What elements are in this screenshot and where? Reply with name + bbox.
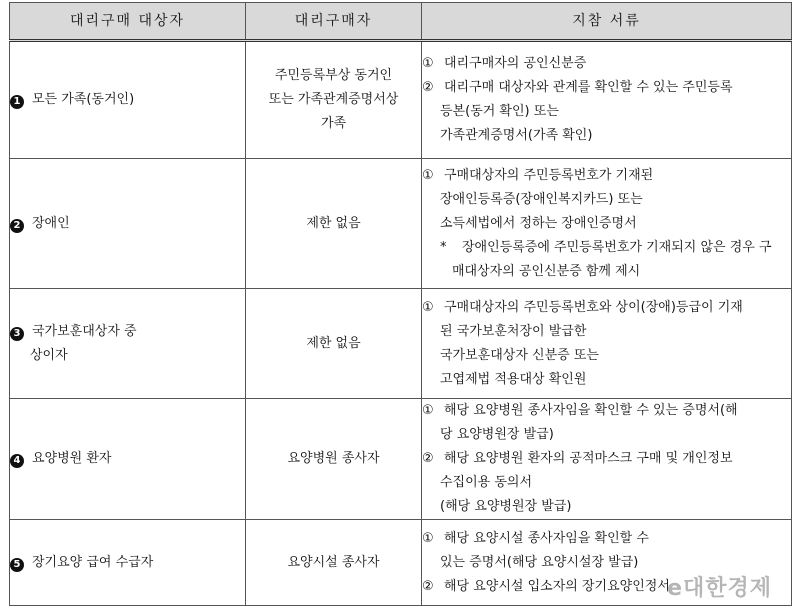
item-marker: ② bbox=[422, 80, 434, 95]
document-text: 장애인등록증에 주민등록번호가 기재되지 않은 경우 구 bbox=[462, 239, 772, 255]
document-line bbox=[422, 164, 791, 188]
representative-cell bbox=[246, 520, 422, 606]
publisher-watermark: e대한경제 bbox=[667, 576, 772, 601]
representative-cell bbox=[246, 159, 422, 289]
document-text: 구매대상자의 주민등록번호가 기재된 bbox=[444, 167, 654, 183]
row-number-badge: 2 bbox=[10, 219, 24, 233]
table-row bbox=[10, 159, 792, 289]
target-text bbox=[10, 212, 245, 236]
proxy-purchase-table bbox=[9, 2, 792, 606]
document-text: (해당 요양병원장 발급) bbox=[440, 499, 572, 514]
document-text: 대리구매 대상자와 관계를 확인할 수 있는 주민등록 bbox=[444, 80, 733, 95]
document-line bbox=[422, 188, 791, 212]
target-text bbox=[10, 88, 245, 112]
document-line bbox=[422, 495, 791, 519]
document-line bbox=[422, 212, 791, 236]
document-text: 해당 요양병원 종사자임을 확인할 수 있는 증명서(해 bbox=[444, 403, 738, 418]
item-marker: ② bbox=[422, 578, 434, 594]
document-line bbox=[422, 447, 791, 471]
target-cell bbox=[10, 399, 246, 520]
item-marker: ① bbox=[422, 403, 434, 418]
document-text: 당 요양병원장 발급) bbox=[440, 427, 554, 442]
item-marker: * bbox=[440, 239, 447, 255]
document-line bbox=[422, 296, 791, 320]
item-marker: ① bbox=[422, 56, 434, 71]
row-number-badge: 4 bbox=[10, 454, 24, 468]
target-label: 국가보훈대상자 중 bbox=[32, 323, 137, 339]
target-text bbox=[10, 344, 245, 368]
document-line bbox=[422, 527, 791, 551]
documents-cell bbox=[422, 399, 792, 520]
document-text: 고엽제법 적용대상 확인원 bbox=[440, 371, 587, 387]
representative-cell bbox=[246, 289, 422, 399]
representative-cell bbox=[246, 399, 422, 520]
document-line bbox=[422, 471, 791, 495]
table-row bbox=[10, 41, 792, 159]
row-number-badge: 1 bbox=[10, 95, 24, 109]
target-cell bbox=[10, 520, 246, 606]
header-representative: 대리구매자 bbox=[246, 3, 422, 41]
target-text bbox=[10, 447, 245, 471]
representative-text: 제한 없음 bbox=[306, 215, 361, 231]
target-label: 모든 가족(동거인) bbox=[32, 92, 135, 107]
representative-text: 또는 가족관계증명서상 bbox=[268, 92, 399, 107]
target-cell bbox=[10, 159, 246, 289]
document-text: 장애인등록증(장애인복지카드) 또는 bbox=[440, 191, 643, 207]
document-text: 대리구매자의 공인신분증 bbox=[444, 56, 587, 71]
target-label: 요양병원 환자 bbox=[32, 451, 112, 466]
document-line bbox=[422, 344, 791, 368]
item-marker: ① bbox=[422, 299, 434, 315]
representative-text: 가족 bbox=[320, 116, 347, 131]
document-line bbox=[422, 100, 791, 124]
target-label: 장애인 bbox=[32, 215, 70, 231]
target-text bbox=[10, 551, 245, 575]
representative-text: 요양시설 종사자 bbox=[287, 554, 380, 570]
document-text: 가족관계증명서(가족 확인) bbox=[440, 128, 593, 143]
target-label: 상이자 bbox=[30, 347, 68, 363]
documents-cell bbox=[422, 289, 792, 399]
document-text: 수집이용 동의서 bbox=[440, 475, 533, 490]
document-text: 매대상자의 공인신분증 함께 제시 bbox=[452, 263, 641, 279]
row-number-badge: 5 bbox=[10, 558, 24, 572]
representative-text: 제한 없음 bbox=[306, 335, 361, 351]
item-marker: ① bbox=[422, 530, 434, 546]
table-row bbox=[10, 289, 792, 399]
document-line bbox=[422, 76, 791, 100]
header-documents: 지참 서류 bbox=[422, 3, 792, 41]
table-row bbox=[10, 399, 792, 520]
document-line bbox=[422, 399, 791, 423]
document-text: 된 국가보훈처장이 발급한 bbox=[440, 323, 587, 339]
document-text: 소득세법에서 정하는 장애인증명서 bbox=[440, 215, 637, 231]
target-text bbox=[10, 320, 245, 344]
representative-cell bbox=[246, 41, 422, 159]
document-line bbox=[422, 236, 791, 260]
header-row bbox=[10, 3, 792, 41]
representative-text: 요양병원 종사자 bbox=[287, 451, 380, 466]
document-text: 국가보훈대상자 신분증 또는 bbox=[440, 347, 599, 363]
item-marker: ② bbox=[422, 451, 434, 466]
documents-cell bbox=[422, 159, 792, 289]
document-text: 해당 요양병원 환자의 공적마스크 구매 및 개인정보 bbox=[444, 451, 733, 466]
document-text: 구매대상자의 주민등록번호와 상이(장애)등급이 기재 bbox=[444, 299, 743, 315]
document-line bbox=[422, 423, 791, 447]
target-cell bbox=[10, 289, 246, 399]
document-line bbox=[422, 52, 791, 76]
document-text: 해당 요양시설 입소자의 장기요양인정서 bbox=[444, 578, 670, 594]
document-text: 해당 요양시설 종사자임을 확인할 수 bbox=[444, 530, 649, 546]
target-label: 장기요양 급여 수급자 bbox=[32, 554, 154, 570]
target-cell bbox=[10, 41, 246, 159]
document-line bbox=[422, 260, 791, 284]
document-text: 등본(동거 확인) 또는 bbox=[440, 104, 559, 119]
item-marker: ① bbox=[422, 167, 434, 183]
representative-text: 주민등록부상 동거인 bbox=[274, 68, 393, 83]
document-line bbox=[422, 124, 791, 148]
row-number-badge: 3 bbox=[10, 327, 24, 341]
documents-cell bbox=[422, 41, 792, 159]
header-target: 대리구매 대상자 bbox=[10, 3, 246, 41]
document-line bbox=[422, 368, 791, 392]
document-text: 있는 증명서(해당 요양시설장 발급) bbox=[440, 554, 639, 570]
document-line bbox=[422, 320, 791, 344]
